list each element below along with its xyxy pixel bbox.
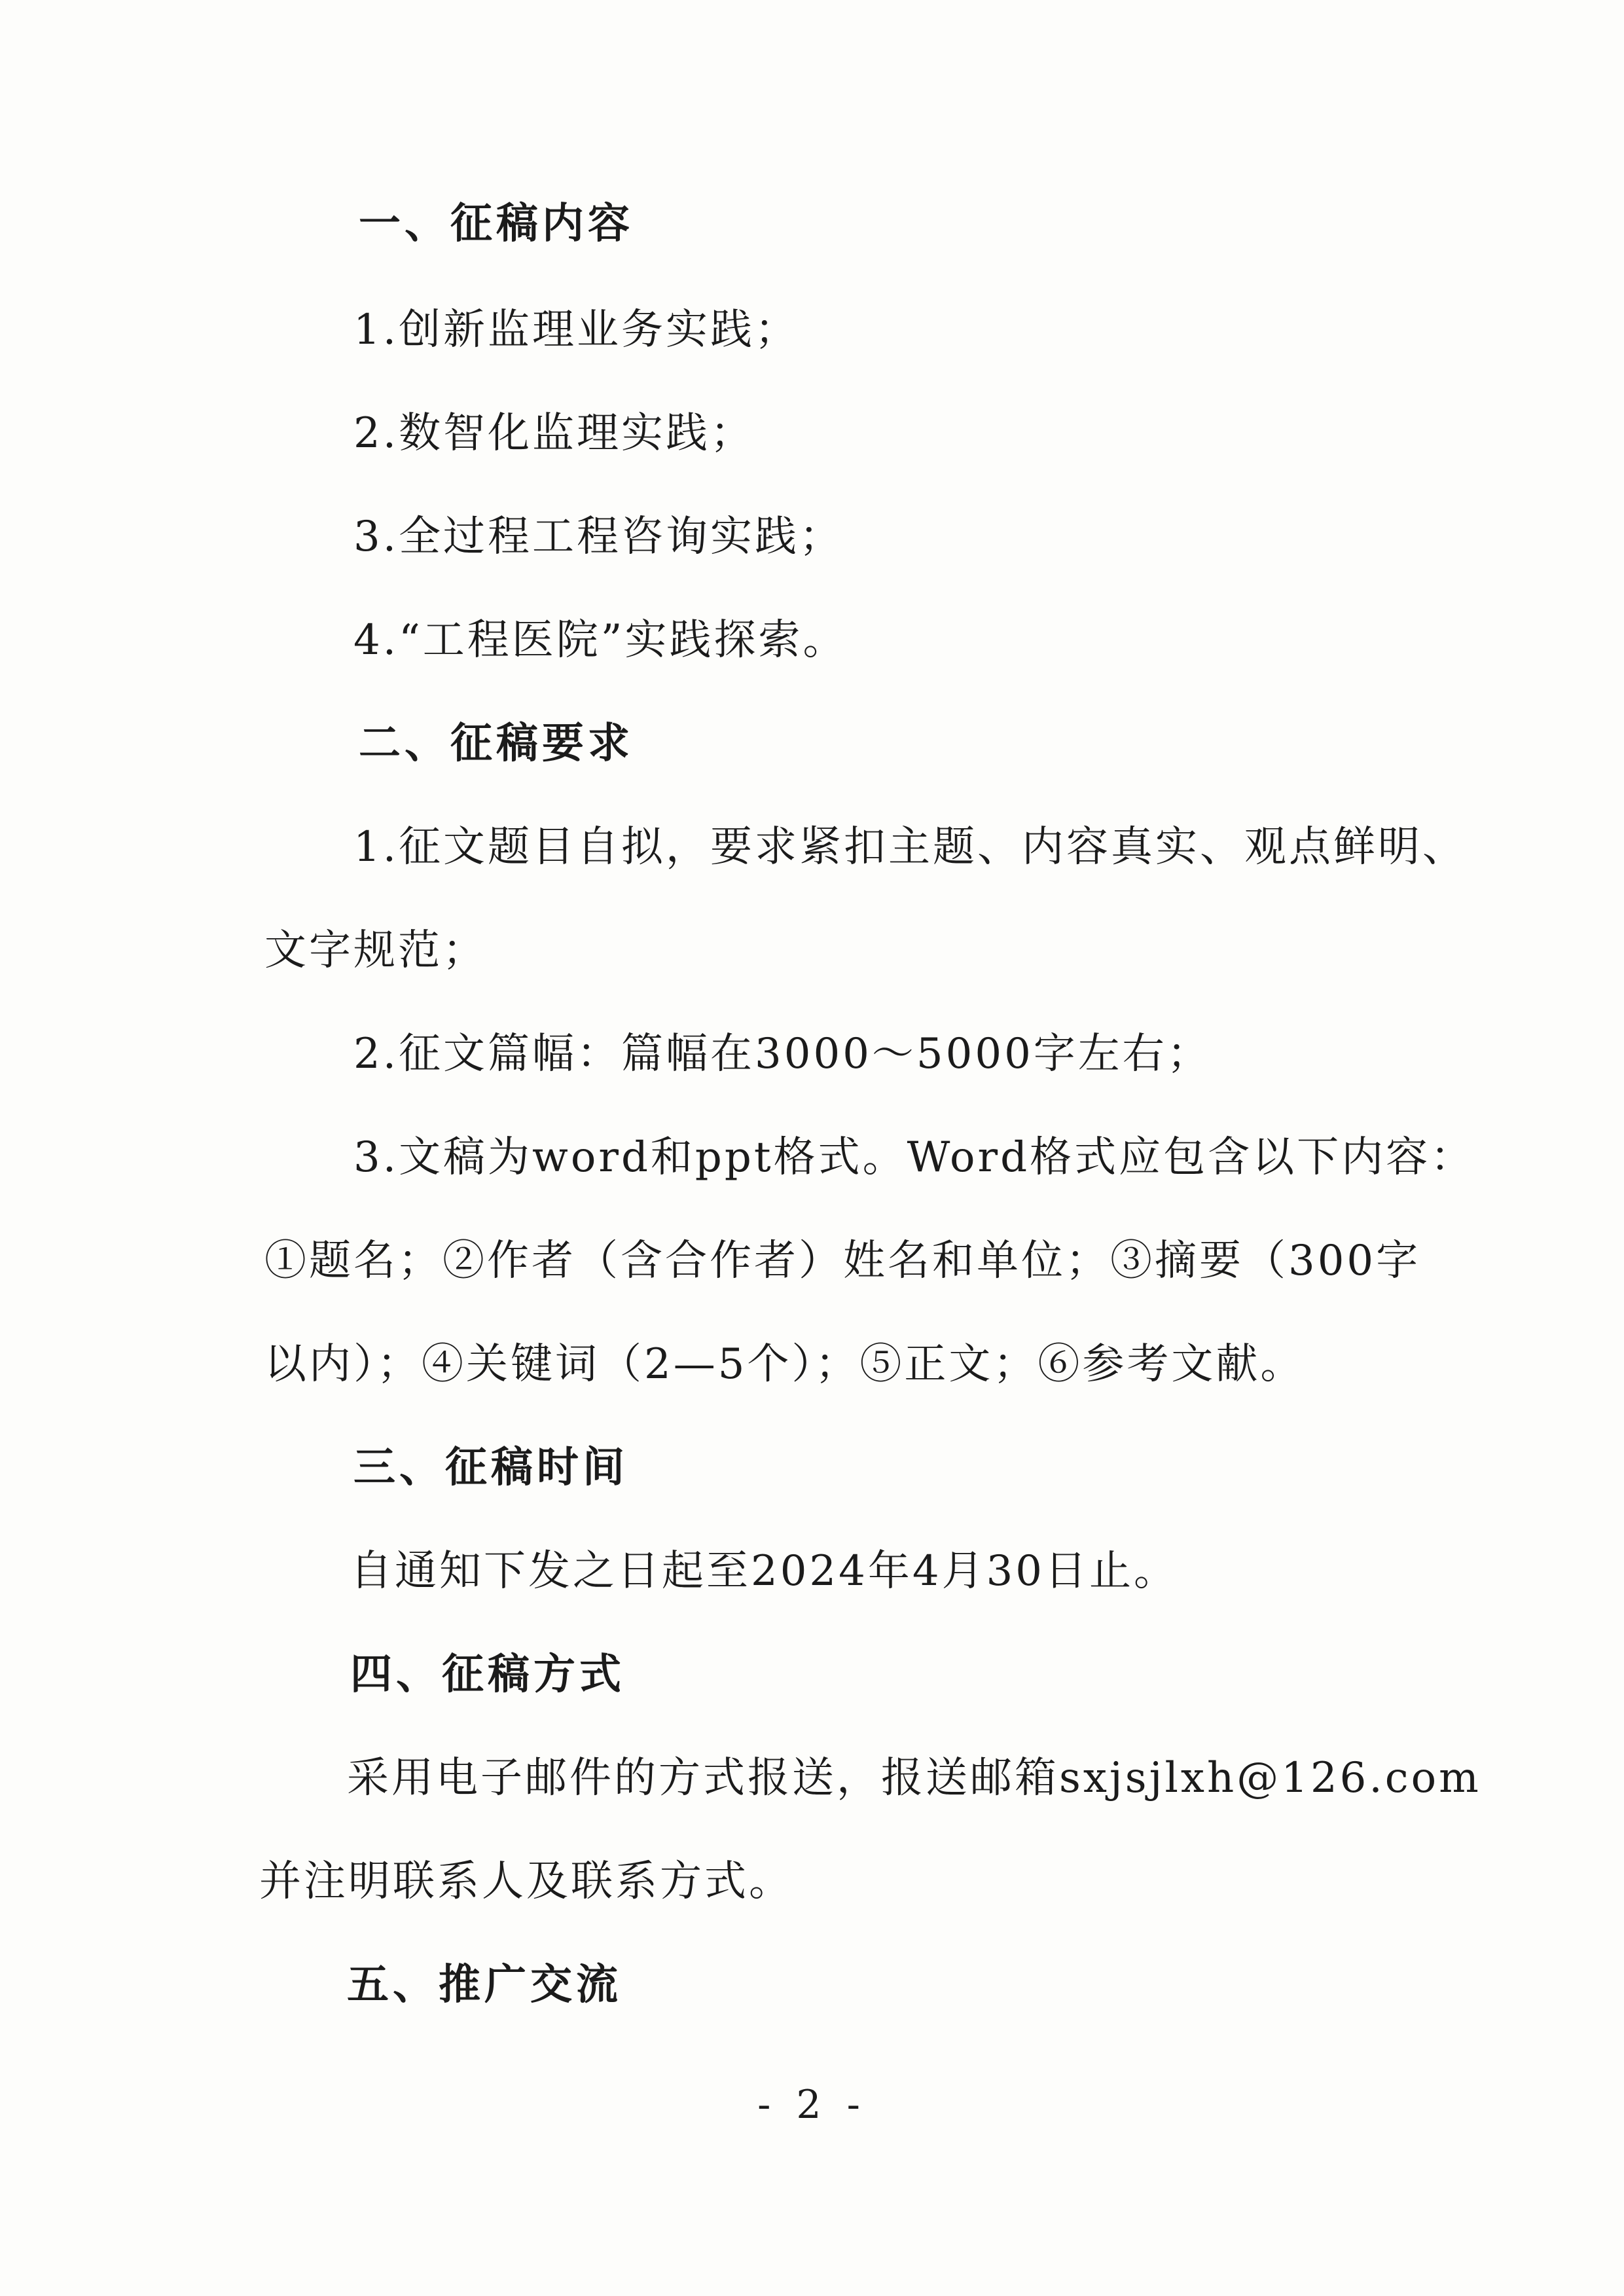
section-3-heading: 三、征稿时间 xyxy=(353,1444,628,1492)
section-4-body-line-1: 采用电子邮件的方式报送，报送邮箱sxjsjlxh@126.com xyxy=(347,1754,1481,1802)
section-2-item-2: 2.征文篇幅：篇幅在3000～5000字左右； xyxy=(353,1030,1212,1078)
section-2-item-1-line-1: 1.征文题目自拟，要求紧扣主题、内容真实、观点鲜明、 xyxy=(353,823,1468,871)
section-3-body: 自通知下发之日起至2024年4月30日止。 xyxy=(350,1547,1179,1595)
page-number: - 2 - xyxy=(757,2082,867,2128)
section-4-body-line-2: 并注明联系人及联系方式。 xyxy=(259,1857,793,1906)
section-1-item-2: 2.数智化监理实践； xyxy=(353,409,755,458)
section-1-item-4: 4.“工程医院”实践探索。 xyxy=(353,616,848,665)
section-2-item-3-line-1: 3.文稿为word和ppt格式。Word格式应包含以下内容： xyxy=(353,1133,1475,1182)
section-2-item-3-line-3: 以内）；④关键词（2—5个）；⑤正文；⑥参考文献。 xyxy=(264,1340,1305,1389)
section-4-heading: 四、征稿方式 xyxy=(350,1650,625,1699)
section-2-item-1-line-2: 文字规范； xyxy=(264,926,487,975)
section-5-heading: 五、推广交流 xyxy=(347,1961,622,2009)
section-1-item-1: 1.创新监理业务实践； xyxy=(353,306,800,354)
section-1-heading: 一、征稿内容 xyxy=(359,200,634,248)
section-2-heading: 二、征稿要求 xyxy=(359,720,634,768)
section-2-item-3-line-2: ①题名；②作者（含合作者）姓名和单位；③摘要（300字 xyxy=(264,1237,1421,1285)
section-1-item-3: 3.全过程工程咨询实践； xyxy=(353,513,844,561)
